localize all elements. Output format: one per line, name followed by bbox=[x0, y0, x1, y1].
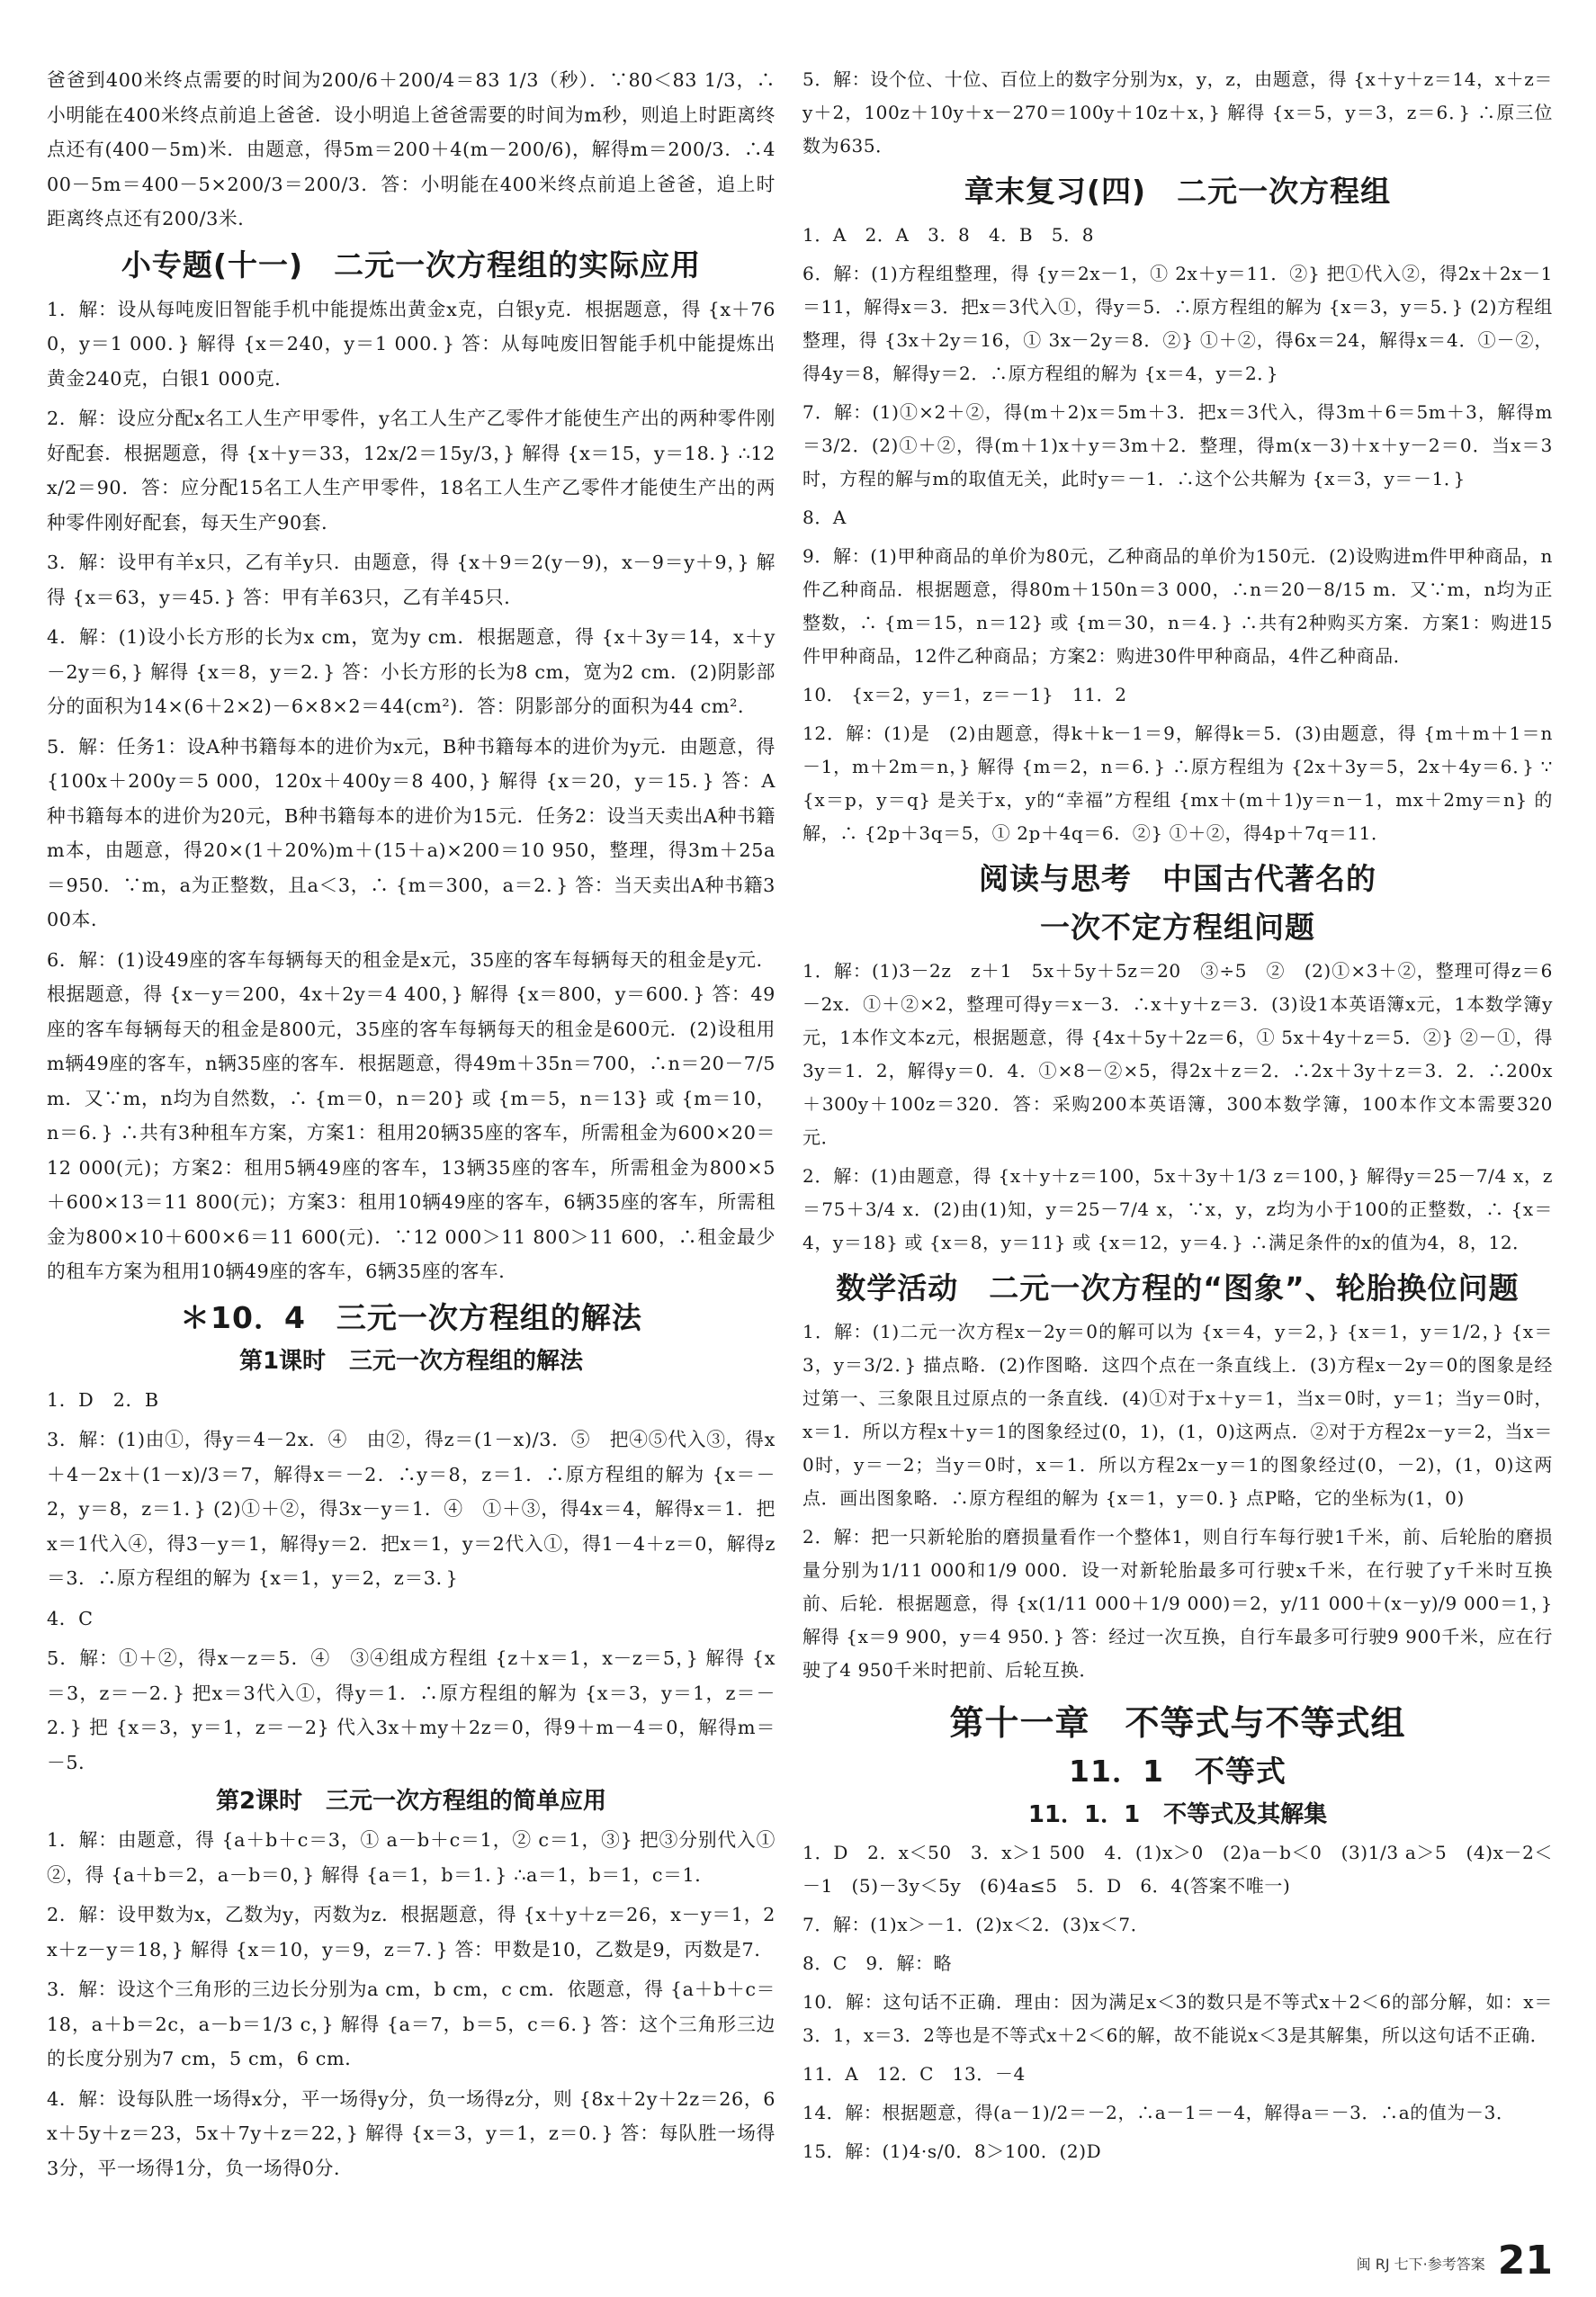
answer-item: 5．解：任务1：设A种书籍每本的进价为x元，B种书籍每本的进价为y元．由题意，得 {100x＋200y＝5 000，120x＋400y＝8 400，} 解得 {x＝20，y＝15．} 答：A种书籍每本的进价为20元，B种书籍每本的进价为15元．任务2：设当天卖出A种书籍m本，由题意，得20×(1＋20%)m＋(15＋a)×200＝10 950，整理，得3m＋25a＝950．∵m，a为正整数，且a＜3，∴ {m＝300，a＝2．} 答：当天卖出A种书籍300本． bbox=[47, 735, 776, 930]
answer-item: 7．解：(1)①×2＋②，得(m＋2)x＝5m＋3．把x＝3代入，得3m＋6＝5m＋3，解得m＝3/2．(2)①＋②，得(m＋1)x＋y＝3m＋2．整理，得m(x－3)＋x＋y－2＝0．当x＝3时，方程的解与m的取值无关，此时y＝－1．∴这个公共解为 {x＝3，y＝－1．} bbox=[802, 401, 1553, 489]
answer-item: 5．解：设个位、十位、百位上的数字分别为x，y，z，由题意，得 {x＋y＋z＝14，x＋z＝y＋2，100z＋10y＋x－270＝100y＋10z＋x，} 解得 {x＝5，y＝3，z＝6．} ∴原三位数为635． bbox=[802, 68, 1553, 157]
answer-item: 9．解：(1)甲种商品的单价为80元，乙种商品的单价为150元．(2)设购进m件甲种商品，n件乙种商品．根据题意，得80m＋150n＝3 000，∴n＝20－8/15 m．又∵m，n均为正整数，∴ {m＝15，n＝12} 或 {m＝30，n＝4．} ∴共有2种购买方案．方案1：购进15件甲种商品，12件乙种商品；方案2：购进30件甲种商品，4件乙种商品． bbox=[802, 545, 1553, 667]
answer-item: 5．解：①＋②，得x－z＝5．④ ③④组成方程组 {z＋x＝1，x－z＝5，} 解得 {x＝3，z＝－2．} 把x＝3代入①，得y＝1．∴原方程组的解为 {x＝3，y＝1，z＝－2．} 把 {x＝3，y＝1，z＝－2} 代入3x＋my＋2z＝0，得9＋m－4＝0，解得m＝－5． bbox=[47, 1647, 776, 1773]
chapter-heading: 第十一章 不等式与不等式组 bbox=[949, 1703, 1406, 1743]
lesson-heading: 第2课时 三元一次方程组的简单应用 bbox=[215, 1788, 607, 1815]
section-heading: 阅读与思考 中国古代著名的 bbox=[979, 861, 1376, 896]
page-footer bbox=[1356, 2238, 1553, 2284]
answer-item: 1．A 2．A 3．8 4．B 5．8 bbox=[802, 224, 1095, 246]
left-column bbox=[47, 63, 776, 2191]
answer-item: 1．解：由题意，得 {a＋b＋c＝3，① a－b＋c＝1，② c＝1，③} 把③分别代入①②，得 {a＋b＝2，a－b＝0，} 解得 {a＝1，b＝1．} ∴a＝1，b＝1，c＝1． bbox=[47, 1829, 776, 1886]
section-heading: 11．1 不等式 bbox=[1069, 1754, 1287, 1789]
right-column bbox=[802, 63, 1553, 2174]
answer-item: 7．解：(1)x＞－1．(2)x＜2．(3)x＜7． bbox=[802, 1914, 1150, 1935]
answer-item: 1．D 2．B bbox=[47, 1388, 159, 1411]
answer-item: 15．解：(1)4·s/0．8＞100．(2)D bbox=[802, 2140, 1102, 2162]
answer-item: 3．解：(1)由①，得y＝4－2x．④ 由②，得z＝(1－x)/3．⑤ 把④⑤代入③，得x＋4－2x＋(1－x)/3＝7，解得x＝－2．∴y＝8，z＝1．∴原方程组的解为 {x＝－2，y＝8，z＝1．} (2)①＋②，得3x－y＝1．④ ①＋③，得4x＝4，解得x＝1．把x＝1代入④，得3－y＝1，解得y＝2．把x＝1，y＝2代入①，得1－4＋z＝0，解得z＝3．∴原方程组的解为 {x＝1，y＝2，z＝3．} bbox=[47, 1429, 776, 1589]
answer-item: 2．解：设甲数为x，乙数为y，丙数为z．根据题意，得 {x＋y＋z＝26，x－y＝1，2x＋z－y＝18，} 解得 {x＝10，y＝9，z＝7．} 答：甲数是10，乙数是9，丙数是7． bbox=[47, 1904, 776, 1961]
answer-item: 4．解：(1)设小长方形的长为x cm，宽为y cm．根据题意，得 {x＋3y＝14，x＋y－2y＝6，} 解得 {x＝8，y＝2．} 答：小长方形的长为8 cm，宽为2 cm．(2)阴影部分的面积为14×(6＋2×2)－6×8×2＝44(cm²)．答：阴影部分的面积为44 cm²． bbox=[47, 626, 776, 717]
answer-item: 10． {x＝2，y＝1，z＝－1} 11．2 bbox=[802, 684, 1127, 705]
answer-item: 3．解：设甲有羊x只，乙有羊y只．由题意，得 {x＋9＝2(y－9)，x－9＝y＋9，} 解得 {x＝63，y＝45．} 答：甲有羊63只，乙有羊45只． bbox=[47, 552, 776, 608]
lesson-heading: 第1课时 三元一次方程组的解法 bbox=[238, 1347, 584, 1375]
answer-item: 8．C 9．解：略 bbox=[802, 1952, 953, 1974]
section-heading: 小专题(十一) 二元一次方程组的实际应用 bbox=[121, 247, 702, 283]
section-heading: 一次不定方程组问题 bbox=[1040, 910, 1315, 945]
page-number: 21 bbox=[1497, 2238, 1553, 2284]
answer-item: 1．解：(1)3－2z z＋1 5x＋5y＋5z＝20 ③÷5 ② (2)①×3＋②，整理可得z＝6－2x．①＋②×2，整理可得y＝x－3．∴x＋y＋z＝3．(3)设1本英语簿x元，1本数学簿y元，1本作文本z元，根据题意，得 {4x＋5y＋2z＝6，① 5x＋4y＋z＝5．②} ②－①，得3y＝1．2，解得y＝0．4．①×8－②×5，得2x＋z＝2．∴2x＋3y＋z＝3．2．∴200x＋300y＋100z＝320．答：采购200本英语簿，300本数学簿，100本作文本需要320元． bbox=[802, 960, 1553, 1148]
answer-item: 2．解：设应分配x名工人生产甲零件，y名工人生产乙零件才能使生产出的两种零件刚好配套．根据题意，得 {x＋y＝33，12x/2＝15y/3，} 解得 {x＝15，y＝18．} ∴12x/2＝90．答：应分配15名工人生产甲零件，18名工人生产乙零件才能使生产出的两种零件刚好配套，每天生产90套． bbox=[47, 408, 776, 534]
answer-item: 爸爸到400米终点需要的时间为200/6＋200/4＝83 1/3（秒）．∵80＜83 1/3，∴小明能在400米终点前追上爸爸．设小明追上爸爸需要的时间为m秒，则追上时距离终点还有(400－5m)米．由题意，得5m＝200＋4(m－200/6)，解得m＝200/3．∴400－5m＝400－5×200/3＝200/3．答：小明能在400米终点前追上爸爸，追上时距离终点还有200/3米． bbox=[47, 69, 776, 229]
answer-item: 2．解：(1)由题意，得 {x＋y＋z＝100，5x＋3y＋1/3 z＝100，} 解得y＝25－7/4 x，z＝75＋3/4 x．(2)由(1)知，y＝25－7/4 x，∵x，y，z均为小于100的正整数，∴ {x＝4，y＝18} 或 {x＝8，y＝11} 或 {x＝12，y＝4．} ∴满足条件的x的值为4，8，12． bbox=[802, 1165, 1553, 1253]
answer-item: 2．解：把一只新轮胎的磨损量看作一个整体1，则自行车每行驶1千米，前、后轮胎的磨损量分别为1/11 000和1/9 000．设一对新轮胎最多可行驶x千米，在行驶了y千米时互换前、后轮．根据题意，得 {x(1/11 000＋1/9 000)＝2，y/11 000＋(x－y)/9 000＝1，} 解得 {x＝9 900，y＝4 950．} 答：经过一次互换，自行车最多可行驶9 900千米，应在行驶了4 950千米时把前、后轮互换． bbox=[802, 1526, 1553, 1681]
answer-item: 1．解：(1)二元一次方程x－2y＝0的解可以为 {x＝4，y＝2，} {x＝1，y＝1/2，} {x＝3，y＝3/2．} 描点略．(2)作图略．这四个点在一条直线上．(3)方程x－2y＝0的图象是经过第一、三象限且过原点的一条直线．(4)①对于x＋y＝1，当x＝0时，y＝1；当y＝0时，x＝1．所以方程x＋y＝1的图象经过(0，1)，(1，0)这两点．②对于方程2x－y＝2，当x＝0时，y＝－2；当y＝0时，x＝1．所以方程2x－y＝1的图象经过(0，－2)，(1，0)这两点．画出图象略．∴原方程组的解为 {x＝1，y＝0．} 点P略，它的坐标为(1，0) bbox=[802, 1321, 1553, 1509]
lesson-heading: 11．1．1 不等式及其解集 bbox=[1027, 1801, 1328, 1828]
section-heading: 章末复习(四) 二元一次方程组 bbox=[964, 174, 1392, 209]
answer-item: 14．解：根据题意，得(a－1)/2＝－2，∴a－1＝－4，解得a＝－3．∴a的值为－3． bbox=[802, 2102, 1515, 2123]
answer-item: 4．C bbox=[47, 1607, 94, 1629]
answer-item: 6．解：(1)设49座的客车每辆每天的租金是x元，35座的客车每辆每天的租金是y元．根据题意，得 {x－y＝200，4x＋2y＝4 400，} 解得 {x＝800，y＝600．} 答：49座的客车每辆每天的租金是800元，35座的客车每辆每天的租金是600元．(2)设租用m辆49座的客车，n辆35座的客车．根据题意，得49m＋35n＝700，∴n＝20－7/5 m．又∵m，n均为自然数，∴ {m＝0，n＝20} 或 {m＝5，n＝13} 或 {m＝10，n＝6．} ∴共有3种租车方案，方案1：租用20辆35座的客车，所需租金为600×20＝12 000(元)；方案2：租用5辆49座的客车，13辆35座的客车，所需租金为800×5＋600×13＝11 800(元)；方案3：租用10辆49座的客车，6辆35座的客车，所需租金为800×10＋600×6＝11 600(元)．∵12 000＞11 800＞11 600，∴租金最少的租车方案为租用10辆49座的客车，6辆35座的客车． bbox=[47, 948, 776, 1282]
answer-item: 3．解：设这个三角形的三边长分别为a cm，b cm，c cm．依题意，得 {a＋b＋c＝18，a＋b＝2c，a－b＝1/3 c，} 解得 {a＝7，b＝5，c＝6．} 答：这个三角形三边的长度分别为7 cm，5 cm，6 cm． bbox=[47, 1978, 776, 2069]
section-heading: 数学活动 二元一次方程的“图象”、轮胎换位问题 bbox=[836, 1270, 1520, 1306]
answer-item: 6．解：(1)方程组整理，得 {y＝2x－1，① 2x＋y＝11．②} 把①代入②，得2x＋2x－1＝11，解得x＝3．把x＝3代入①，得y＝5．∴原方程组的解为 {x＝3，y＝5．} (2)方程组整理，得 {3x＋2y＝16，① 3x－2y＝8．②} ①＋②，得6x＝24，解得x＝4．①－②，得4y＝8，解得y＝2．∴原方程组的解为 {x＝4，y＝2．} bbox=[802, 263, 1553, 384]
answer-item: 8．A bbox=[802, 507, 847, 528]
answer-item: 10．解：这句话不正确．理由：因为满足x＜3的数只是不等式x＋2＜6的部分解，如：x＝3．1，x＝3．2等也是不等式x＋2＜6的解，故不能说x＜3是其解集，所以这句话不正确． bbox=[802, 1991, 1553, 2046]
footer-label: 闽 RJ 七下·参考答案 bbox=[1356, 2256, 1485, 2273]
answer-item: 1．D 2．x＜50 3．x＞1 500 4．(1)x＞0 (2)a－b＜0 (3)1/3 a＞5 (4)x－2＜－1 (5)－3y＜5y (6)4a≤5 5．D 6．4(答案不唯一) bbox=[802, 1842, 1553, 1897]
section-heading: ＊10．4 三元一次方程组的解法 bbox=[180, 1299, 642, 1335]
answer-item: 11．A 12．C 13．－4 bbox=[802, 2063, 1026, 2085]
answer-item: 4．解：设每队胜一场得x分，平一场得y分，负一场得z分，则 {8x＋2y＋2z＝26，6x＋5y＋z＝23，5x＋7y＋z＝22，} 解得 {x＝3，y＝1，z＝0．} 答：每队胜一场得3分，平一场得1分，负一场得0分． bbox=[47, 2087, 776, 2179]
answer-item: 12．解：(1)是 (2)由题意，得k＋k－1＝9，解得k＝5．(3)由题意，得 {m＋m＋1＝n－1，m＋2m＝n，} 解得 {m＝2，n＝6．} ∴原方程组为 {2x＋3y＝5，2x＋4y＝6．} ∵ {x＝p，y＝q} 是关于x，y的“幸福”方程组 {mx＋(m＋1)y＝n－1，mx＋2my＝n} 的解，∴ {2p＋3q＝5，① 2p＋4q＝6．②} ①＋②，得4p＋7q＝11． bbox=[802, 722, 1553, 844]
answer-item: 1．解：设从每吨废旧智能手机中能提炼出黄金x克，白银y克．根据题意，得 {x＋760，y＝1 000．} 解得 {x＝240，y＝1 000．} 答：从每吨废旧智能手机中能提炼出黄金240克，白银1 000克． bbox=[47, 298, 776, 390]
